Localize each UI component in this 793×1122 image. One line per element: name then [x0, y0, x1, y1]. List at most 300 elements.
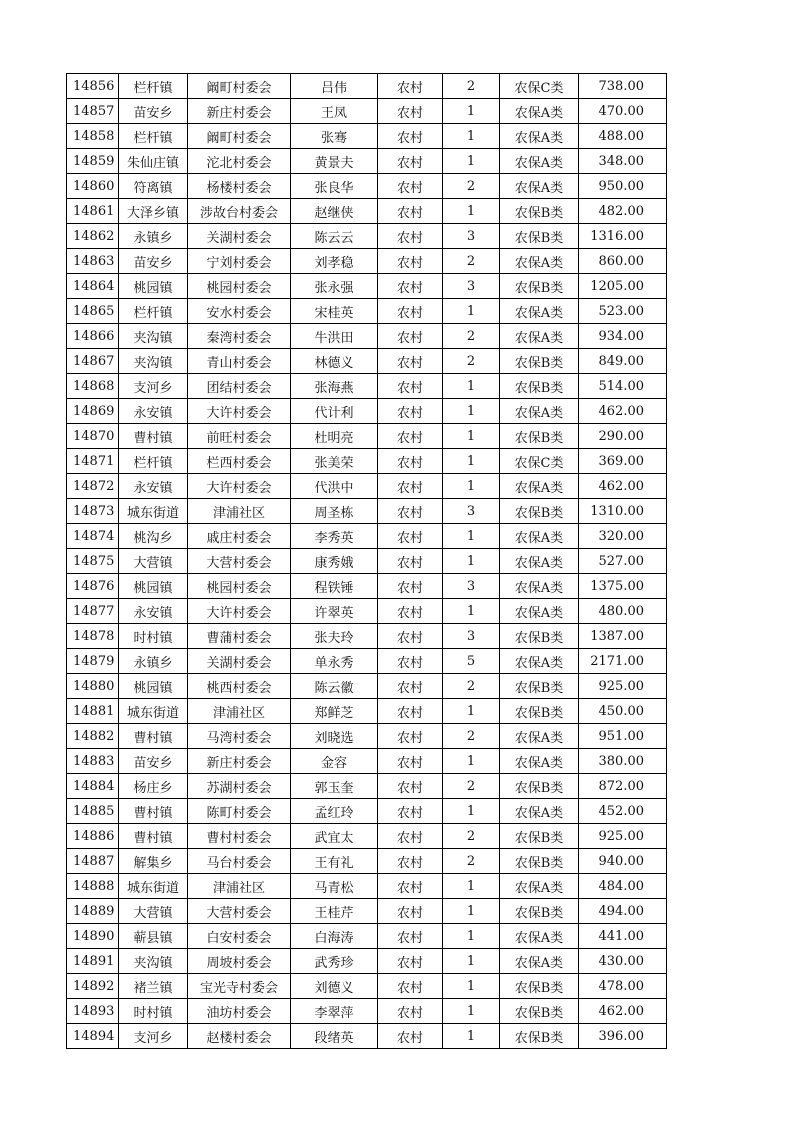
insurance-category-cell: 农保A类 — [500, 949, 579, 974]
table-row — [67, 549, 667, 574]
table-row — [67, 624, 667, 649]
village-committee-cell: 团结村委会 — [188, 374, 291, 399]
record-id-cell: 14885 — [67, 799, 119, 824]
name-cell: 代计利 — [291, 399, 378, 424]
village-committee-cell: 阚町村委会 — [188, 74, 291, 99]
amount-cell: 514.00 — [579, 374, 667, 399]
amount-cell: 369.00 — [579, 449, 667, 474]
town-cell: 曹村镇 — [119, 824, 188, 849]
record-id-cell: 14887 — [67, 849, 119, 874]
table-row — [67, 174, 667, 199]
town-cell: 城东街道 — [119, 699, 188, 724]
table-row — [67, 349, 667, 374]
household-size-cell: 1 — [443, 299, 500, 324]
record-id-cell: 14856 — [67, 74, 119, 99]
name-cell: 杜明亮 — [291, 424, 378, 449]
amount-cell: 450.00 — [579, 699, 667, 724]
town-cell: 栏杆镇 — [119, 299, 188, 324]
record-id-cell: 14868 — [67, 374, 119, 399]
amount-cell: 484.00 — [579, 874, 667, 899]
insurance-category-cell: 农保B类 — [500, 374, 579, 399]
town-cell: 大泽乡镇 — [119, 199, 188, 224]
insurance-category-cell: 农保A类 — [500, 324, 579, 349]
record-id-cell: 14894 — [67, 1024, 119, 1049]
record-id-cell: 14864 — [67, 274, 119, 299]
area-type-cell: 农村 — [378, 899, 443, 924]
area-type-cell: 农村 — [378, 299, 443, 324]
town-cell: 支河乡 — [119, 1024, 188, 1049]
record-id-cell: 14859 — [67, 149, 119, 174]
table-row — [67, 874, 667, 899]
name-cell: 刘德义 — [291, 974, 378, 999]
household-size-cell: 1 — [443, 549, 500, 574]
household-size-cell: 1 — [443, 749, 500, 774]
name-cell: 林德义 — [291, 349, 378, 374]
town-cell: 夹沟镇 — [119, 349, 188, 374]
town-cell: 夹沟镇 — [119, 949, 188, 974]
area-type-cell: 农村 — [378, 199, 443, 224]
town-cell: 曹村镇 — [119, 724, 188, 749]
insurance-category-cell: 农保A类 — [500, 524, 579, 549]
table-body — [67, 74, 667, 1049]
village-committee-cell: 涉故台村委会 — [188, 199, 291, 224]
town-cell: 时村镇 — [119, 624, 188, 649]
amount-cell: 452.00 — [579, 799, 667, 824]
village-committee-cell: 曹蒲村委会 — [188, 624, 291, 649]
household-size-cell: 1 — [443, 374, 500, 399]
insurance-category-cell: 农保A类 — [500, 149, 579, 174]
household-size-cell: 3 — [443, 624, 500, 649]
area-type-cell: 农村 — [378, 799, 443, 824]
amount-cell: 950.00 — [579, 174, 667, 199]
amount-cell: 849.00 — [579, 349, 667, 374]
household-size-cell: 2 — [443, 724, 500, 749]
amount-cell: 738.00 — [579, 74, 667, 99]
town-cell: 永安镇 — [119, 599, 188, 624]
amount-cell: 940.00 — [579, 849, 667, 874]
town-cell: 时村镇 — [119, 999, 188, 1024]
town-cell: 符离镇 — [119, 174, 188, 199]
name-cell: 张海燕 — [291, 374, 378, 399]
village-committee-cell: 大营村委会 — [188, 899, 291, 924]
name-cell: 张良华 — [291, 174, 378, 199]
table-row — [67, 924, 667, 949]
table-row — [67, 424, 667, 449]
area-type-cell: 农村 — [378, 399, 443, 424]
household-size-cell: 2 — [443, 249, 500, 274]
insurance-category-cell: 农保A类 — [500, 99, 579, 124]
area-type-cell: 农村 — [378, 724, 443, 749]
insurance-category-cell: 农保C类 — [500, 449, 579, 474]
area-type-cell: 农村 — [378, 349, 443, 374]
insurance-category-cell: 农保A类 — [500, 749, 579, 774]
insurance-category-cell: 农保A类 — [500, 924, 579, 949]
area-type-cell: 农村 — [378, 224, 443, 249]
name-cell: 武宜太 — [291, 824, 378, 849]
amount-cell: 1205.00 — [579, 274, 667, 299]
household-size-cell: 1 — [443, 474, 500, 499]
insurance-category-cell: 农保A类 — [500, 124, 579, 149]
village-committee-cell: 桃园村委会 — [188, 574, 291, 599]
record-id-cell: 14888 — [67, 874, 119, 899]
table-row — [67, 224, 667, 249]
household-size-cell: 2 — [443, 674, 500, 699]
insurance-category-cell: 农保B类 — [500, 1024, 579, 1049]
record-id-cell: 14872 — [67, 474, 119, 499]
record-id-cell: 14892 — [67, 974, 119, 999]
name-cell: 王有礼 — [291, 849, 378, 874]
insurance-category-cell: 农保B类 — [500, 424, 579, 449]
village-committee-cell: 杨楼村委会 — [188, 174, 291, 199]
town-cell: 栏杆镇 — [119, 124, 188, 149]
name-cell: 单永秀 — [291, 649, 378, 674]
village-committee-cell: 栏西村委会 — [188, 449, 291, 474]
insurance-category-cell: 农保B类 — [500, 849, 579, 874]
insurance-category-cell: 农保A类 — [500, 174, 579, 199]
insurance-category-cell: 农保B类 — [500, 499, 579, 524]
household-size-cell: 1 — [443, 99, 500, 124]
insurance-category-cell: 农保B类 — [500, 824, 579, 849]
insurance-category-cell: 农保B类 — [500, 699, 579, 724]
table-row — [67, 474, 667, 499]
record-id-cell: 14861 — [67, 199, 119, 224]
record-id-cell: 14860 — [67, 174, 119, 199]
town-cell: 曹村镇 — [119, 799, 188, 824]
area-type-cell: 农村 — [378, 924, 443, 949]
area-type-cell: 农村 — [378, 324, 443, 349]
amount-cell: 1387.00 — [579, 624, 667, 649]
town-cell: 栏杆镇 — [119, 449, 188, 474]
amount-cell: 488.00 — [579, 124, 667, 149]
area-type-cell: 农村 — [378, 874, 443, 899]
village-committee-cell: 津浦社区 — [188, 874, 291, 899]
insurance-category-cell: 农保A类 — [500, 249, 579, 274]
records-table — [66, 73, 667, 1049]
table-row — [67, 574, 667, 599]
village-committee-cell: 关湖村委会 — [188, 649, 291, 674]
amount-cell: 934.00 — [579, 324, 667, 349]
table-row — [67, 899, 667, 924]
village-committee-cell: 马台村委会 — [188, 849, 291, 874]
village-committee-cell: 阚町村委会 — [188, 124, 291, 149]
amount-cell: 2171.00 — [579, 649, 667, 674]
village-committee-cell: 关湖村委会 — [188, 224, 291, 249]
insurance-category-cell: 农保B类 — [500, 674, 579, 699]
village-committee-cell: 大许村委会 — [188, 474, 291, 499]
name-cell: 张夫玲 — [291, 624, 378, 649]
household-size-cell: 2 — [443, 349, 500, 374]
amount-cell: 430.00 — [579, 949, 667, 974]
name-cell: 张美荣 — [291, 449, 378, 474]
insurance-category-cell: 农保B类 — [500, 624, 579, 649]
amount-cell: 494.00 — [579, 899, 667, 924]
village-committee-cell: 戚庄村委会 — [188, 524, 291, 549]
table-row — [67, 374, 667, 399]
insurance-category-cell: 农保A类 — [500, 399, 579, 424]
household-size-cell: 1 — [443, 874, 500, 899]
village-committee-cell: 大营村委会 — [188, 549, 291, 574]
amount-cell: 462.00 — [579, 399, 667, 424]
amount-cell: 441.00 — [579, 924, 667, 949]
name-cell: 金容 — [291, 749, 378, 774]
household-size-cell: 1 — [443, 924, 500, 949]
town-cell: 曹村镇 — [119, 424, 188, 449]
village-committee-cell: 青山村委会 — [188, 349, 291, 374]
record-id-cell: 14883 — [67, 749, 119, 774]
area-type-cell: 农村 — [378, 649, 443, 674]
town-cell: 永镇乡 — [119, 224, 188, 249]
record-id-cell: 14871 — [67, 449, 119, 474]
record-id-cell: 14857 — [67, 99, 119, 124]
record-id-cell: 14867 — [67, 349, 119, 374]
insurance-category-cell: 农保C类 — [500, 74, 579, 99]
insurance-category-cell: 农保A类 — [500, 549, 579, 574]
area-type-cell: 农村 — [378, 599, 443, 624]
amount-cell: 478.00 — [579, 974, 667, 999]
village-committee-cell: 桃西村委会 — [188, 674, 291, 699]
record-id-cell: 14877 — [67, 599, 119, 624]
record-id-cell: 14862 — [67, 224, 119, 249]
table-row — [67, 524, 667, 549]
town-cell: 栏杆镇 — [119, 74, 188, 99]
table-row — [67, 799, 667, 824]
table-row — [67, 499, 667, 524]
insurance-category-cell: 农保A类 — [500, 724, 579, 749]
household-size-cell: 1 — [443, 699, 500, 724]
household-size-cell: 3 — [443, 274, 500, 299]
name-cell: 宋桂英 — [291, 299, 378, 324]
amount-cell: 925.00 — [579, 674, 667, 699]
name-cell: 李翠萍 — [291, 999, 378, 1024]
village-committee-cell: 曹村村委会 — [188, 824, 291, 849]
record-id-cell: 14876 — [67, 574, 119, 599]
town-cell: 桃园镇 — [119, 274, 188, 299]
table-row — [67, 699, 667, 724]
insurance-category-cell: 农保A类 — [500, 474, 579, 499]
village-committee-cell: 白安村委会 — [188, 924, 291, 949]
household-size-cell: 1 — [443, 949, 500, 974]
village-committee-cell: 津浦社区 — [188, 499, 291, 524]
name-cell: 康秀娥 — [291, 549, 378, 574]
area-type-cell: 农村 — [378, 274, 443, 299]
record-id-cell: 14884 — [67, 774, 119, 799]
household-size-cell: 1 — [443, 399, 500, 424]
area-type-cell: 农村 — [378, 1024, 443, 1049]
insurance-category-cell: 农保A类 — [500, 599, 579, 624]
area-type-cell: 农村 — [378, 249, 443, 274]
table-row — [67, 124, 667, 149]
town-cell: 夹沟镇 — [119, 324, 188, 349]
area-type-cell: 农村 — [378, 574, 443, 599]
household-size-cell: 5 — [443, 649, 500, 674]
area-type-cell: 农村 — [378, 699, 443, 724]
insurance-category-cell: 农保B类 — [500, 974, 579, 999]
area-type-cell: 农村 — [378, 749, 443, 774]
household-size-cell: 1 — [443, 599, 500, 624]
name-cell: 张骞 — [291, 124, 378, 149]
record-id-cell: 14866 — [67, 324, 119, 349]
name-cell: 段绪英 — [291, 1024, 378, 1049]
household-size-cell: 1 — [443, 799, 500, 824]
table-row — [67, 1024, 667, 1049]
village-committee-cell: 大许村委会 — [188, 399, 291, 424]
town-cell: 永安镇 — [119, 399, 188, 424]
town-cell: 永安镇 — [119, 474, 188, 499]
table-row — [67, 599, 667, 624]
village-committee-cell: 宁刘村委会 — [188, 249, 291, 274]
name-cell: 李秀英 — [291, 524, 378, 549]
name-cell: 孟红玲 — [291, 799, 378, 824]
amount-cell: 348.00 — [579, 149, 667, 174]
village-committee-cell: 周坡村委会 — [188, 949, 291, 974]
household-size-cell: 1 — [443, 999, 500, 1024]
name-cell: 黄景夫 — [291, 149, 378, 174]
insurance-category-cell: 农保A类 — [500, 299, 579, 324]
name-cell: 许翠英 — [291, 599, 378, 624]
area-type-cell: 农村 — [378, 174, 443, 199]
village-committee-cell: 大许村委会 — [188, 599, 291, 624]
town-cell: 永镇乡 — [119, 649, 188, 674]
village-committee-cell: 陈町村委会 — [188, 799, 291, 824]
record-id-cell: 14870 — [67, 424, 119, 449]
town-cell: 大营镇 — [119, 549, 188, 574]
village-committee-cell: 苏湖村委会 — [188, 774, 291, 799]
amount-cell: 872.00 — [579, 774, 667, 799]
record-id-cell: 14873 — [67, 499, 119, 524]
area-type-cell: 农村 — [378, 949, 443, 974]
table-row — [67, 324, 667, 349]
table-row — [67, 399, 667, 424]
town-cell: 桃沟乡 — [119, 524, 188, 549]
name-cell: 刘孝稳 — [291, 249, 378, 274]
area-type-cell: 农村 — [378, 774, 443, 799]
amount-cell: 380.00 — [579, 749, 667, 774]
insurance-category-cell: 农保A类 — [500, 799, 579, 824]
town-cell: 朱仙庄镇 — [119, 149, 188, 174]
name-cell: 白海涛 — [291, 924, 378, 949]
household-size-cell: 1 — [443, 974, 500, 999]
name-cell: 牛洪田 — [291, 324, 378, 349]
town-cell: 杨庄乡 — [119, 774, 188, 799]
amount-cell: 925.00 — [579, 824, 667, 849]
town-cell: 城东街道 — [119, 874, 188, 899]
town-cell: 桃园镇 — [119, 674, 188, 699]
record-id-cell: 14863 — [67, 249, 119, 274]
household-size-cell: 2 — [443, 324, 500, 349]
village-committee-cell: 宝光寺村委会 — [188, 974, 291, 999]
area-type-cell: 农村 — [378, 624, 443, 649]
village-committee-cell: 新庄村委会 — [188, 749, 291, 774]
record-id-cell: 14869 — [67, 399, 119, 424]
insurance-category-cell: 农保B类 — [500, 349, 579, 374]
amount-cell: 1310.00 — [579, 499, 667, 524]
record-id-cell: 14865 — [67, 299, 119, 324]
insurance-category-cell: 农保B类 — [500, 774, 579, 799]
insurance-category-cell: 农保B类 — [500, 224, 579, 249]
household-size-cell: 2 — [443, 849, 500, 874]
table-row — [67, 824, 667, 849]
record-id-cell: 14881 — [67, 699, 119, 724]
insurance-category-cell: 农保A类 — [500, 649, 579, 674]
household-size-cell: 1 — [443, 149, 500, 174]
record-id-cell: 14879 — [67, 649, 119, 674]
household-size-cell: 1 — [443, 1024, 500, 1049]
amount-cell: 290.00 — [579, 424, 667, 449]
table-row — [67, 74, 667, 99]
record-id-cell: 14890 — [67, 924, 119, 949]
area-type-cell: 农村 — [378, 149, 443, 174]
household-size-cell: 3 — [443, 574, 500, 599]
town-cell: 桃园镇 — [119, 574, 188, 599]
record-id-cell: 14882 — [67, 724, 119, 749]
town-cell: 苗安乡 — [119, 749, 188, 774]
village-committee-cell: 沱北村委会 — [188, 149, 291, 174]
village-committee-cell: 桃园村委会 — [188, 274, 291, 299]
table-row — [67, 674, 667, 699]
village-committee-cell: 赵楼村委会 — [188, 1024, 291, 1049]
name-cell: 刘晓选 — [291, 724, 378, 749]
household-size-cell: 1 — [443, 199, 500, 224]
amount-cell: 1316.00 — [579, 224, 667, 249]
record-id-cell: 14886 — [67, 824, 119, 849]
record-id-cell: 14891 — [67, 949, 119, 974]
amount-cell: 1375.00 — [579, 574, 667, 599]
amount-cell: 527.00 — [579, 549, 667, 574]
name-cell: 武秀珍 — [291, 949, 378, 974]
town-cell: 支河乡 — [119, 374, 188, 399]
village-committee-cell: 安水村委会 — [188, 299, 291, 324]
table-row — [67, 249, 667, 274]
name-cell: 王桂芹 — [291, 899, 378, 924]
table-row — [67, 949, 667, 974]
village-committee-cell: 秦湾村委会 — [188, 324, 291, 349]
town-cell: 蕲县镇 — [119, 924, 188, 949]
household-size-cell: 3 — [443, 499, 500, 524]
village-committee-cell: 马湾村委会 — [188, 724, 291, 749]
area-type-cell: 农村 — [378, 374, 443, 399]
area-type-cell: 农村 — [378, 99, 443, 124]
table-row — [67, 299, 667, 324]
name-cell: 周圣栋 — [291, 499, 378, 524]
amount-cell: 523.00 — [579, 299, 667, 324]
area-type-cell: 农村 — [378, 524, 443, 549]
table-row — [67, 749, 667, 774]
village-committee-cell: 新庄村委会 — [188, 99, 291, 124]
record-id-cell: 14858 — [67, 124, 119, 149]
insurance-category-cell: 农保A类 — [500, 574, 579, 599]
household-size-cell: 2 — [443, 74, 500, 99]
household-size-cell: 2 — [443, 774, 500, 799]
amount-cell: 462.00 — [579, 999, 667, 1024]
name-cell: 程铁锤 — [291, 574, 378, 599]
insurance-category-cell: 农保B类 — [500, 274, 579, 299]
amount-cell: 320.00 — [579, 524, 667, 549]
name-cell: 马青松 — [291, 874, 378, 899]
table-row — [67, 274, 667, 299]
name-cell: 陈云徽 — [291, 674, 378, 699]
amount-cell: 462.00 — [579, 474, 667, 499]
area-type-cell: 农村 — [378, 424, 443, 449]
village-committee-cell: 津浦社区 — [188, 699, 291, 724]
record-id-cell: 14878 — [67, 624, 119, 649]
amount-cell: 396.00 — [579, 1024, 667, 1049]
household-size-cell: 3 — [443, 224, 500, 249]
village-committee-cell: 油坊村委会 — [188, 999, 291, 1024]
area-type-cell: 农村 — [378, 449, 443, 474]
town-cell: 解集乡 — [119, 849, 188, 874]
record-id-cell: 14889 — [67, 899, 119, 924]
name-cell: 吕伟 — [291, 74, 378, 99]
